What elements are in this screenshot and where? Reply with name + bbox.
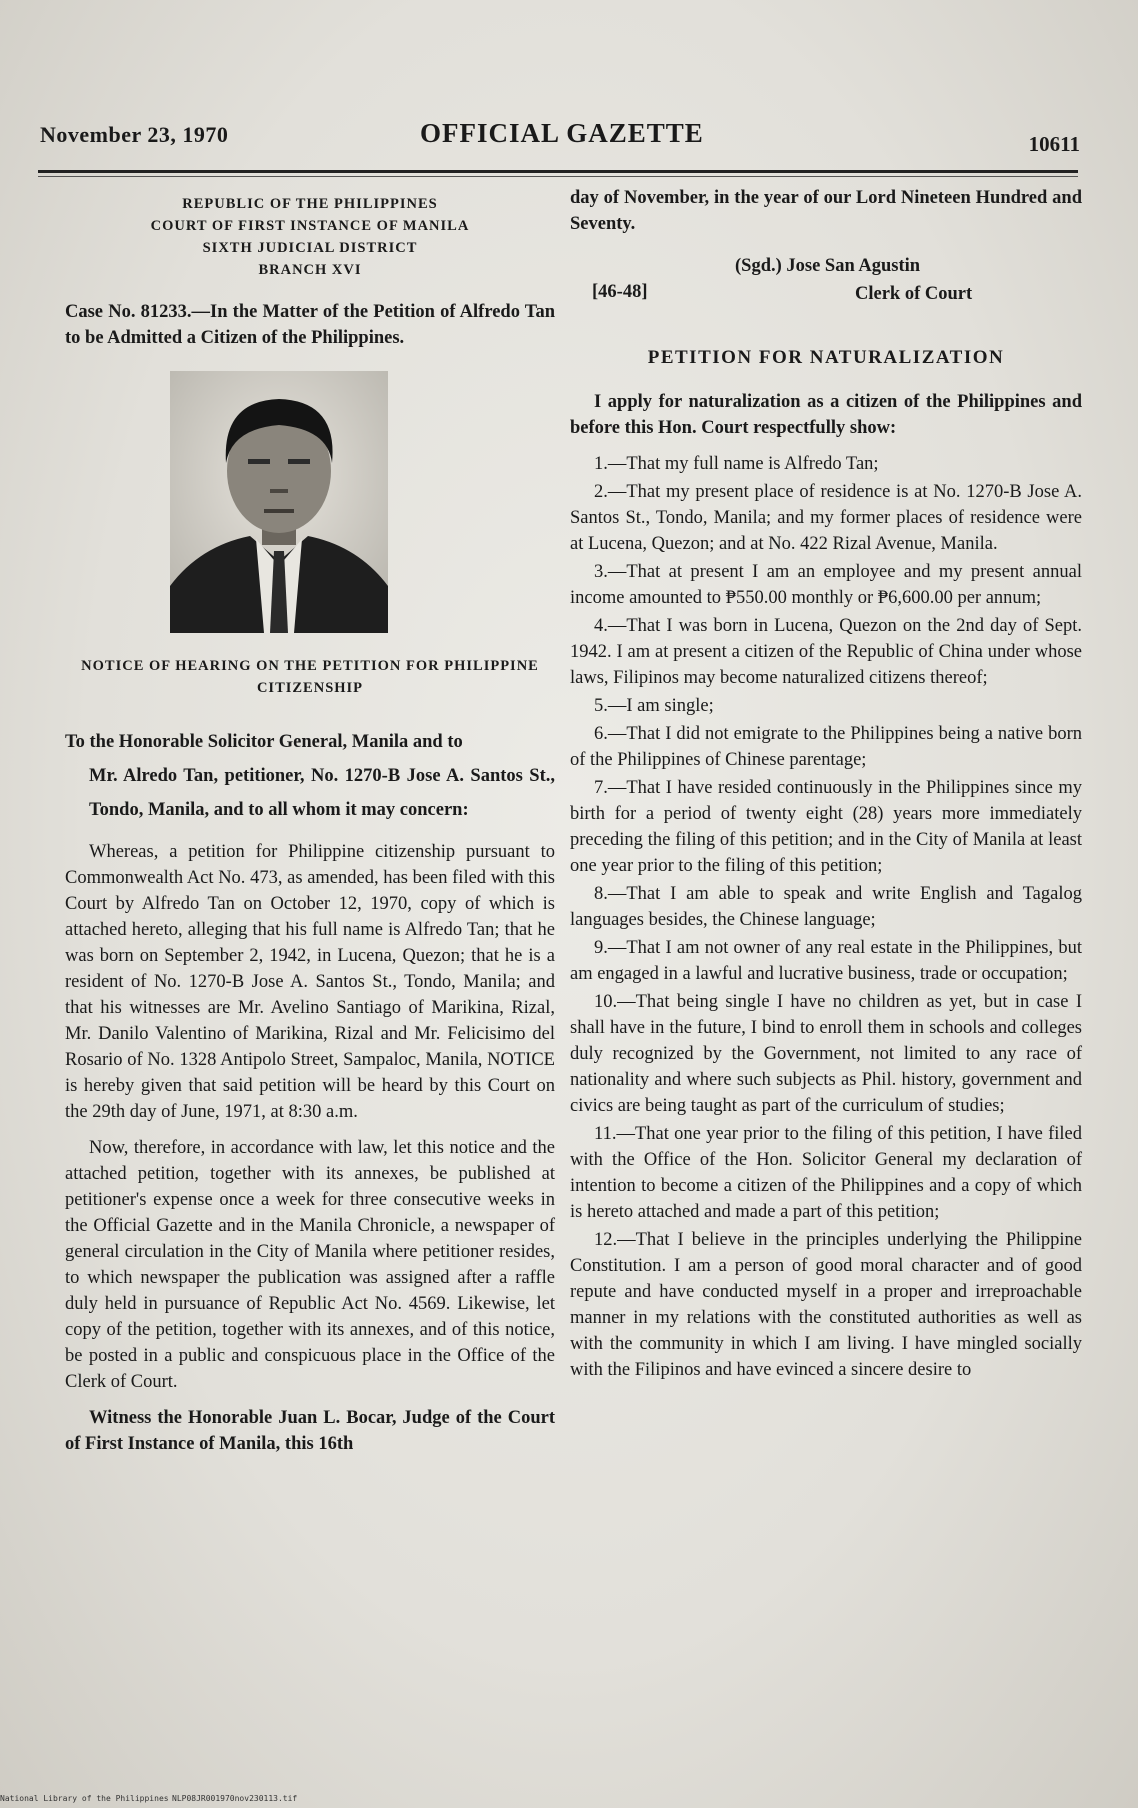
header-title: OFFICIAL GAZETTE [420, 118, 704, 148]
petition-item: 8.—That I am able to speak and write English and Tagalog languages besides, the Chinese language; [570, 884, 1082, 930]
signatory-name: (Sgd.) Jose San Agustin [735, 256, 921, 276]
petition-item: 1.—That my full name is Alfredo Tan; [594, 454, 879, 474]
notice-title [65, 655, 555, 699]
petition-item: 6.—That I did not emigrate to the Philippines being a native born of the Philippines of Chinese parentage; [570, 724, 1082, 770]
petition-title: PETITION FOR NATURALIZATION [647, 347, 1005, 368]
petition-intro: I apply for naturalization as a citizen of the Philippines and before this Hon. Court respectfully show: [570, 392, 1082, 438]
signature-block [570, 249, 1082, 331]
addressee-first-line: To the Honorable Solicitor General, Manila and to [65, 732, 463, 752]
petition-item: 7.—That I have resided continuously in the Philippines since my birth for a period of twenty eight (28) years more immediately preceding the filing of this petition; and in the City of Manila at least one year prior to the filing of this petition; [570, 778, 1082, 876]
witness-continuation: day of November, in the year of our Lord Nineteen Hundred and Seventy. [570, 188, 1082, 234]
court-line: SIXTH JUDICIAL DISTRICT [202, 240, 418, 256]
page-header [40, 118, 1080, 158]
petition-item: 5.—I am single; [594, 696, 714, 716]
signatory-office: Clerk of Court [855, 284, 973, 304]
right-column [570, 185, 1082, 1385]
court-line: BRANCH XVI [258, 262, 362, 278]
header-page-number: 10611 [1028, 132, 1080, 156]
footer-library: National Library of the Philippines [0, 1794, 169, 1803]
whereas-paragraph: Whereas, a petition for Philippine citizenship pursuant to Commonwealth Act No. 473, as amended, has been filed with this Court by Alfredo Tan on October 12, 1970, copy of which is attached hereto, alleging that his full name is Alfredo Tan; that he was born on September 2, 1942, in Lucena, Quezon; that he is a resident of No. 1270-B Jose A. Santos St., Tondo, Manila; and that his witnesses are Mr. Avelino Santiago of Marikina, Rizal, Mr. Danilo Valentino of Marikina, Rizal and Mr. Felicisimo del Rosario of No. 1328 Antipolo Street, Sampaloc, Manila, NOTICE is hereby given that said petition will be heard by this Court on the 29th day of June, 1971, at 8:30 a.m. [65, 842, 555, 1122]
petition-item: 2.—That my present place of residence is at No. 1270-B Jose A. Santos St., Tondo, Manila; and my former places of residence were at Lucena, Quezon; and at No. 422 Rizal Avenue, Manila. [570, 482, 1082, 554]
petition-item: 12.—That I believe in the principles underlying the Philippine Constitution. I am a person of good moral character and of good repute and have conducted myself in a proper and irreproachable manner in my relations with the constituted authorities as well as with the community in which I am living. I have mingled socially with the Filipinos and have evinced a sincere desire to [570, 1230, 1082, 1380]
petition-item: 9.—That I am not owner of any real estate in the Philippines, but am engaged in a lawful and lucrative business, trade or occupation; [570, 938, 1082, 984]
addressee [65, 725, 555, 827]
petition-item: 4.—That I was born in Lucena, Quezon on the 2nd day of Sept. 1942. I am at present a citizen of the Republic of China under whose laws, Filipinos may become naturalized citizens thereof; [570, 616, 1082, 688]
header-rule [38, 170, 1078, 173]
notice-title-line: CITIZENSHIP [256, 680, 364, 696]
petitioner-photo [170, 371, 388, 633]
petition-item: 10.—That being single I have no children as yet, but in case I shall have in the future, I bind to enroll them in schools and colleges duly recognized by the Government, not limited to any race of nationality and where such subjects as Phil. history, government and civics are being taught as part of the curriculum of studies; [570, 992, 1082, 1116]
header-date: November 23, 1970 [40, 122, 229, 147]
court-line: COURT OF FIRST INSTANCE OF MANILA [150, 218, 470, 234]
witness-paragraph: Witness the Honorable Juan L. Bocar, Judge of the Court of First Instance of Manila, this 16th [65, 1408, 555, 1454]
notice-title-line: NOTICE OF HEARING ON THE PETITION FOR PHILIPPINE [81, 658, 539, 674]
header-rule-thin [38, 176, 1078, 177]
footer-file: NLP08JR001970nov230113.tif [172, 1794, 298, 1803]
publication-reference: [46-48] [592, 282, 648, 302]
case-caption: Case No. 81233.—In the Matter of the Petition of Alfredo Tan to be Admitted a Citizen of the Philippines. [65, 302, 555, 348]
scan-footer [0, 1794, 1138, 1806]
petition-item: 11.—That one year prior to the filing of this petition, I have filed with the Office of the Hon. Solicitor General my declaration of intention to become a citizen of the Philippines and a copy of which is hereto attached and made a part of this petition; [570, 1124, 1082, 1222]
addressee-rest: Mr. Alredo Tan, petitioner, No. 1270-B Jose A. Santos St., Tondo, Manila, and to all whom it may concern: [89, 766, 555, 820]
petition-item: 3.—That at present I am an employee and my present annual income amounted to ₱550.00 monthly or ₱6,600.00 per annum; [570, 562, 1082, 608]
court-heading [65, 193, 555, 281]
left-column [65, 185, 555, 1467]
now-therefore-paragraph: Now, therefore, in accordance with law, let this notice and the attached petition, together with its annexes, be published at petitioner's expense once a week for three consecutive weeks in the Official Gazette and in the Manila Chronicle, a newspaper of general circulation in the City of Manila where petitioner resides, to which newspaper the publication was assigned after a raffle duly held in pursuance of Republic Act No. 4569. Likewise, let copy of the petition, together with its annexes, and of this notice, be posted in a public and conspicuous place in the Office of the Clerk of Court. [65, 1138, 555, 1392]
court-line: REPUBLIC OF THE PHILIPPINES [182, 196, 438, 212]
